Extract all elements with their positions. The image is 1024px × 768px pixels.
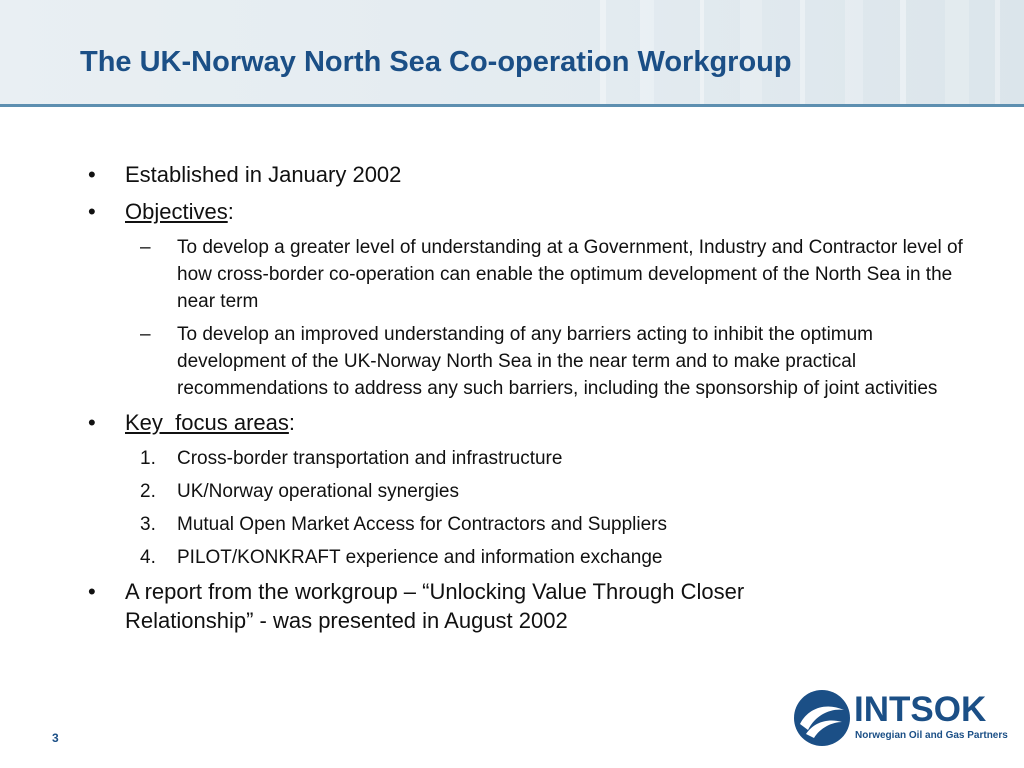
objective-item: [140, 234, 968, 315]
number-marker: 3.: [140, 514, 156, 535]
bullet-objectives: [88, 197, 968, 226]
number-marker: 1.: [140, 448, 156, 469]
focus-areas-heading: Key focus areas: [125, 410, 289, 435]
focus-areas-colon: :: [288, 410, 295, 435]
page-number: 3: [52, 731, 59, 745]
objectives-colon: :: [227, 199, 234, 224]
dash-marker: –: [140, 237, 151, 258]
objectives-heading: Objectives: [125, 199, 228, 224]
objective-text: To develop a greater level of understanding at a Government, Industry and Contractor level of how cross-border co-operation can enable the optimum development of the North Sea in the near term: [177, 237, 963, 312]
objective-item: [140, 321, 968, 402]
bullet-text: A report from the workgroup – “Unlocking Value Through Closer Relationship” - was presented in August 2002: [125, 579, 745, 633]
slide-body: [88, 160, 968, 643]
bullet-report: [88, 577, 968, 635]
header-divider: [0, 104, 1024, 107]
slide-header: [0, 0, 1024, 104]
focus-area-item: [140, 544, 968, 571]
logo-name: INTSOK: [854, 690, 987, 729]
focus-area-text: Mutual Open Market Access for Contractors and Suppliers: [177, 514, 668, 535]
logo-tagline: Norwegian Oil and Gas Partners: [855, 730, 1008, 741]
focus-area-item: [140, 478, 968, 505]
bullet-focus-areas: [88, 408, 968, 437]
number-marker: 2.: [140, 481, 156, 502]
focus-area-text: PILOT/KONKRAFT experience and information exchange: [177, 547, 663, 568]
bullet-text: [125, 408, 865, 437]
bullet-marker: •: [88, 579, 96, 604]
slide-title: The UK-Norway North Sea Co-operation Workgroup: [80, 46, 792, 78]
dash-marker: –: [140, 324, 151, 345]
focus-area-text: Cross-border transportation and infrastructure: [177, 448, 563, 469]
bullet-marker: •: [88, 410, 96, 435]
bullet-marker: •: [88, 162, 96, 187]
intsok-logo: [792, 688, 1008, 748]
focus-area-item: [140, 511, 968, 538]
bullet-established: [88, 160, 968, 189]
bullet-marker: •: [88, 199, 96, 224]
number-marker: 4.: [140, 547, 156, 568]
bullet-text: [125, 197, 865, 226]
intsok-wave-logo-icon: [792, 688, 852, 748]
objective-text: To develop an improved understanding of any barriers acting to inhibit the optimum development of the UK-Norway North Sea in the near term and to make practical recommendations to address any such barriers, including the sponsorship of joint activities: [177, 324, 938, 399]
focus-area-item: [140, 445, 968, 472]
focus-area-text: UK/Norway operational synergies: [177, 481, 459, 502]
bullet-text: Established in January 2002: [125, 162, 402, 187]
